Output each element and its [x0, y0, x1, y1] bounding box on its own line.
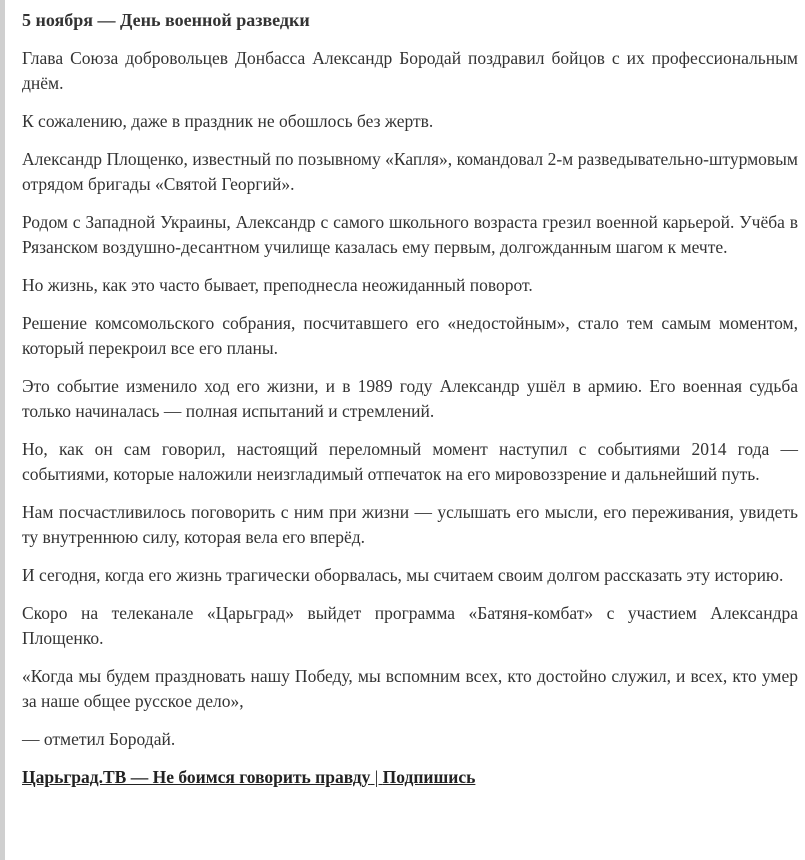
paragraph: Скоро на телеканале «Царьград» выйдет программа «Батяня-комбат» с участием Александра Площенко. [22, 603, 798, 648]
post-title: 5 ноября — День военной разведки [22, 10, 310, 30]
left-border [0, 0, 5, 860]
subscribe-link[interactable]: Подпишись [382, 767, 476, 787]
paragraph: К сожалению, даже в праздник не обошлось без жертв. [22, 111, 434, 131]
footer-links [22, 765, 798, 790]
paragraph: Решение комсомольского собрания, посчитавшего его «недостойным», стало тем самым моментом, который перекроил все его планы. [22, 313, 798, 358]
paragraph: И сегодня, когда его жизнь трагически оборвалась, мы считаем своим долгом рассказать эту историю. [22, 565, 784, 585]
paragraph: Родом с Западной Украины, Александр с самого школьного возраста грезил военной карьерой. Учёба в Рязанском воздушно-десантном училище казалась ему первым, долгожданным шагом к мечте. [22, 212, 798, 257]
paragraph: — отметил Бородай. [22, 729, 176, 749]
post-content [22, 8, 798, 803]
paragraph: Александр Площенко, известный по позывному «Капля», командовал 2-м разведывательно-штурмовым отрядом бригады «Святой Георгий». [22, 149, 798, 194]
paragraph: Глава Союза добровольцев Донбасса Александр Бородай поздравил бойцов с их профессиональным днём. [22, 48, 798, 93]
link-separator: | [370, 767, 383, 787]
quote-paragraph: «Когда мы будем праздновать нашу Победу, мы вспомним всех, кто достойно служил, и всех, кто умер за наше общее русское дело», [22, 666, 798, 711]
paragraph: Нам посчастливилось поговорить с ним при жизни — услышать его мысли, его переживания, увидеть ту внутреннюю силу, которая вела его вперёд. [22, 502, 798, 547]
paragraph: Но, как он сам говорил, настоящий переломный момент наступил с событиями 2014 года — событиями, которые наложили неизгладимый отпечаток на его мировоззрение и дальнейший путь. [22, 439, 798, 484]
channel-link[interactable]: Царьград.ТВ — Не боимся говорить правду [22, 767, 371, 787]
paragraph: Это событие изменило ход его жизни, и в 1989 году Александр ушёл в армию. Его военная судьба только начиналась — полная испытаний и стремлений. [22, 376, 798, 421]
paragraph: Но жизнь, как это часто бывает, преподнесла неожиданный поворот. [22, 275, 533, 295]
